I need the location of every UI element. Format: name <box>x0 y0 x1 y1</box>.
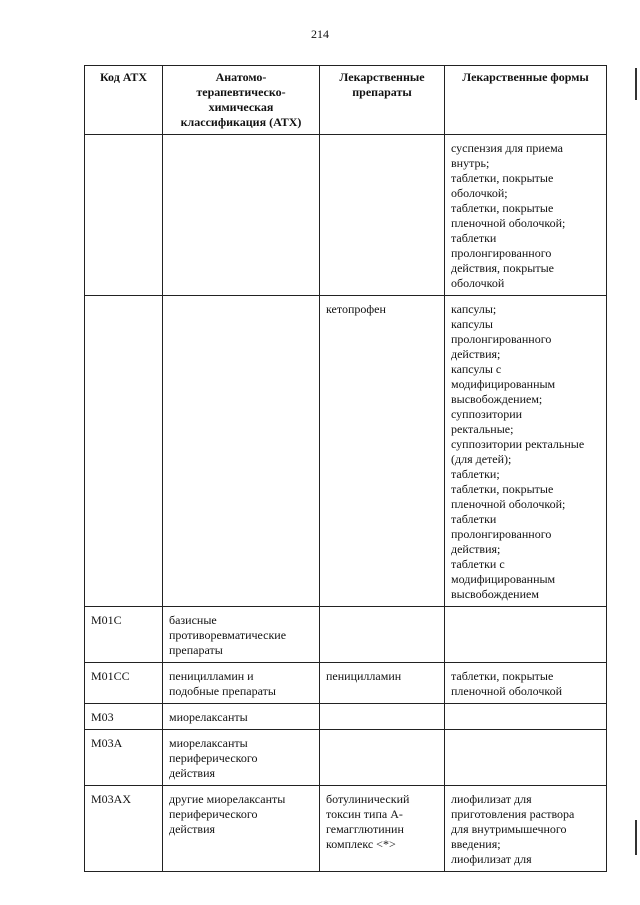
cell-classification <box>163 135 320 296</box>
cell-drug <box>320 730 445 786</box>
header-line: классификация (АТХ) <box>180 115 302 129</box>
table-row <box>85 704 607 730</box>
cell-line: периферического <box>169 751 258 765</box>
cell-classification <box>163 663 320 704</box>
cell-line: таблетки <box>451 512 497 526</box>
cell-line: пленочной оболочкой <box>451 684 563 698</box>
cell-classification <box>163 607 320 663</box>
table-body <box>85 135 607 872</box>
cell-forms <box>445 730 607 786</box>
cell-line: капсулы; <box>451 302 497 316</box>
cell-line: капсулы <box>451 317 493 331</box>
header-line: Анатомо- <box>215 70 267 84</box>
cell-line: суспензия для приема <box>451 141 563 155</box>
cell-line: пеницилламин <box>326 669 402 683</box>
table-header <box>85 66 607 135</box>
cell-line: лиофилизат для <box>451 852 532 866</box>
table-row <box>85 296 607 607</box>
cell-drug <box>320 663 445 704</box>
cell-line: действия; <box>451 542 501 556</box>
cell-line: введения; <box>451 837 501 851</box>
cell-line: таблетки, покрытые <box>451 669 554 683</box>
page-edge-mark <box>635 68 637 100</box>
cell-line: действия <box>169 822 216 836</box>
cell-code: M03AX <box>85 786 163 872</box>
atx-table <box>84 65 607 872</box>
cell-drug <box>320 607 445 663</box>
cell-drug <box>320 786 445 872</box>
header-line: препараты <box>352 85 412 99</box>
cell-line: ботулинический <box>326 792 410 806</box>
cell-line: пеницилламин и <box>169 669 254 683</box>
cell-classification <box>163 730 320 786</box>
header-drugs <box>320 66 445 135</box>
cell-line: периферического <box>169 807 258 821</box>
cell-classification <box>163 704 320 730</box>
cell-line: капсулы с <box>451 362 502 376</box>
cell-forms <box>445 296 607 607</box>
cell-line: модифицированным <box>451 572 556 586</box>
cell-drug <box>320 296 445 607</box>
cell-line: оболочкой <box>451 276 505 290</box>
cell-code <box>85 135 163 296</box>
cell-line: суппозитории ректальные <box>451 437 585 451</box>
cell-line: таблетки <box>451 231 497 245</box>
cell-line: оболочкой; <box>451 186 508 200</box>
cell-line: действия, покрытые <box>451 261 554 275</box>
cell-line: таблетки; <box>451 467 500 481</box>
cell-line: базисные <box>169 613 217 627</box>
header-line: Лекарственные <box>339 70 425 84</box>
cell-line: гемагглютинин <box>326 822 404 836</box>
cell-line: пролонгированного <box>451 527 552 541</box>
cell-line: пролонгированного <box>451 332 552 346</box>
cell-line: токсин типа А- <box>326 807 403 821</box>
cell-drug <box>320 135 445 296</box>
table-row <box>85 607 607 663</box>
cell-line: приготовления раствора <box>451 807 575 821</box>
cell-code: M01CC <box>85 663 163 704</box>
cell-line: суппозитории <box>451 407 523 421</box>
table-row <box>85 786 607 872</box>
cell-forms <box>445 663 607 704</box>
cell-code: M03 <box>85 704 163 730</box>
page-number: 214 <box>311 27 329 41</box>
cell-line: внутрь; <box>451 156 490 170</box>
cell-classification <box>163 786 320 872</box>
cell-line: (для детей); <box>451 452 512 466</box>
cell-line: ректальные; <box>451 422 514 436</box>
cell-line: модифицированным <box>451 377 556 391</box>
cell-line: высвобождением; <box>451 392 543 406</box>
table-row <box>85 730 607 786</box>
header-classification <box>163 66 320 135</box>
cell-forms <box>445 786 607 872</box>
cell-line: высвобождением <box>451 587 539 601</box>
cell-code: M03A <box>85 730 163 786</box>
cell-line: кетопрофен <box>326 302 386 316</box>
cell-line: лиофилизат для <box>451 792 532 806</box>
cell-line: миорелаксанты <box>169 710 248 724</box>
cell-classification <box>163 296 320 607</box>
cell-line: таблетки, покрытые <box>451 171 554 185</box>
page-edge-mark <box>635 820 637 855</box>
cell-line: действия <box>169 766 216 780</box>
header-code: Код АТХ <box>85 66 163 135</box>
cell-line: для внутримышечного <box>451 822 567 836</box>
cell-line: противоревматические <box>169 628 287 642</box>
header-line: химическая <box>208 100 274 114</box>
cell-forms <box>445 607 607 663</box>
cell-line: миорелаксанты <box>169 736 248 750</box>
cell-drug <box>320 704 445 730</box>
cell-forms <box>445 135 607 296</box>
cell-line: таблетки, покрытые <box>451 482 554 496</box>
cell-line: действия; <box>451 347 501 361</box>
cell-code: M01C <box>85 607 163 663</box>
cell-line: подобные препараты <box>169 684 276 698</box>
cell-line: пролонгированного <box>451 246 552 260</box>
table-row <box>85 135 607 296</box>
cell-line: таблетки, покрытые <box>451 201 554 215</box>
cell-line: комплекс <*> <box>326 837 396 851</box>
header-forms: Лекарственные формы <box>445 66 607 135</box>
cell-line: пленочной оболочкой; <box>451 497 566 511</box>
cell-line: пленочной оболочкой; <box>451 216 566 230</box>
cell-code <box>85 296 163 607</box>
table-row <box>85 663 607 704</box>
cell-line: другие миорелаксанты <box>169 792 286 806</box>
header-row <box>85 66 607 135</box>
cell-line: препараты <box>169 643 223 657</box>
cell-forms <box>445 704 607 730</box>
cell-line: таблетки с <box>451 557 505 571</box>
header-line: терапевтическо- <box>196 85 286 99</box>
